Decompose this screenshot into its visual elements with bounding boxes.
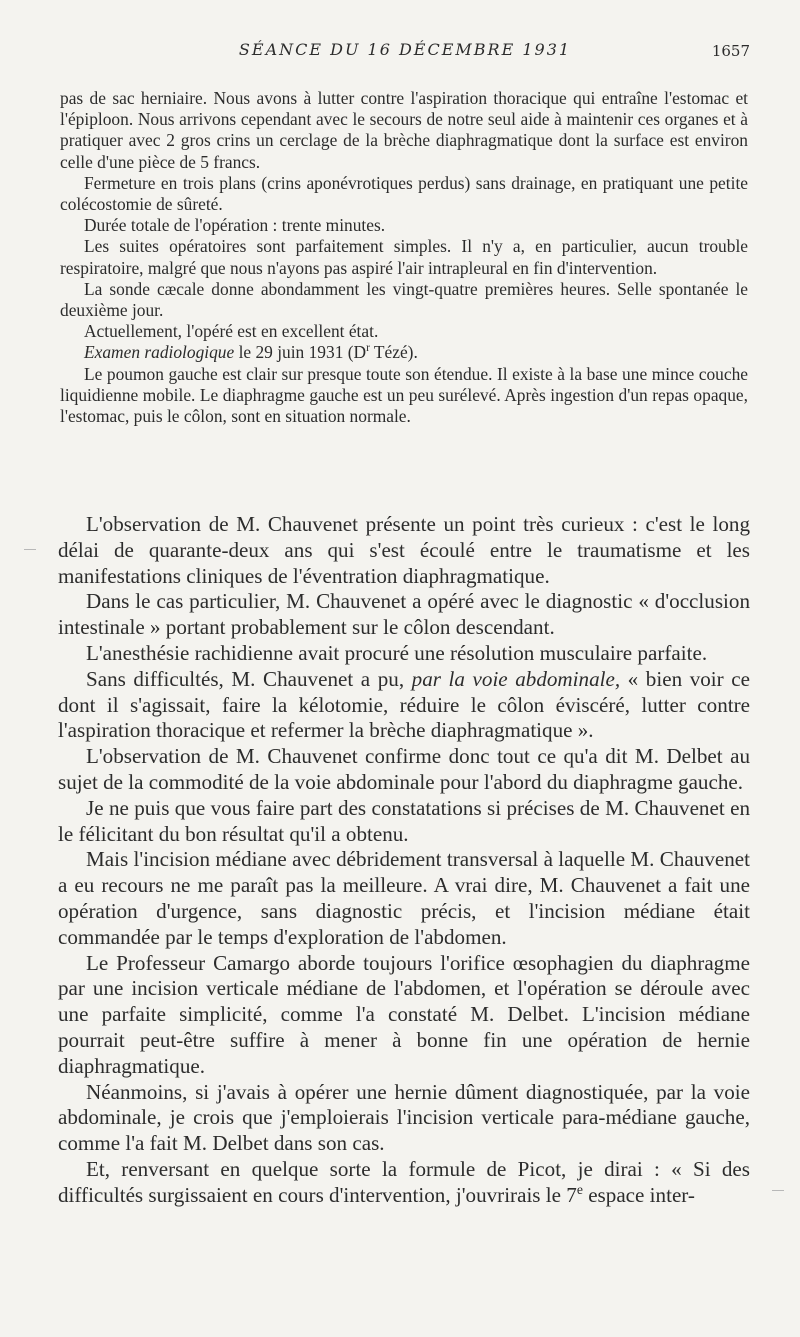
case-paragraph: Fermeture en trois plans (crins aponévrotiques perdus) sans drainage, en pratiquant une petite colécostomie de sûreté. xyxy=(60,172,748,215)
case-paragraph: Durée totale de l'opération : trente minutes. xyxy=(84,215,386,236)
margin-mark xyxy=(772,1190,784,1191)
case-paragraph: La sonde cæcale donne abondamment les vingt-quatre premières heures. Selle spontanée le deuxième jour. xyxy=(60,278,748,321)
superscript-e: e xyxy=(576,1181,583,1197)
case-paragraph: pas de sac herniaire. Nous avons à lutter contre l'aspiration thoracique qui entraîne l'estomac et l'épiploon. Nous arrivons cependant avec le secours de notre seul aide à maintenir ces organes et à pratiquer avec 2 gros crins un cerclage de la brèche diaphragmatique dont la surface est environ celle d'une pièce de 5 francs. xyxy=(60,88,748,172)
case-paragraph: Le poumon gauche est clair sur presque toute son étendue. Il existe à la base une mince couche liquidienne mobile. Le diaphragme gauche est un peu surélevé. Après ingestion d'un repas opaque, l'estomac, puis le côlon, sont en situation normale. xyxy=(60,363,748,427)
commentary-paragraph: Néanmoins, si j'avais à opérer une hernie dûment diagnostiquée, par la voie abdominale, je crois que j'emploierais l'incision verticale para-médiane gauche, comme l'a fait M. Delbet dans son cas. xyxy=(58,1079,750,1156)
radiology-heading: Examen radiologique xyxy=(84,342,235,363)
superscript-r: r xyxy=(366,342,370,355)
radiology-doctor-text: Tézé). xyxy=(369,342,418,363)
commentary-paragraph: L'observation de M. Chauvenet présente un point très curieux : c'est le long délai de quarante-deux ans qui s'est écoulé entre le traumatisme et les manifestations cliniques de l'éventration diaphragmatique. xyxy=(58,512,750,588)
route-text-a: Sans difficultés, M. Chauvenet a pu, xyxy=(86,666,412,691)
case-paragraph: Les suites opératoires sont parfaitement simples. Il n'y a, en particulier, aucun trouble respiratoire, malgré que nous n'ayons pas aspiré l'air intrapleural en fin d'intervention. xyxy=(60,236,748,278)
commentary-paragraph: Dans le cas particulier, M. Chauvenet a opéré avec le diagnostic « d'occlusion intestinale » portant probablement sur le côlon descendant. xyxy=(58,589,750,640)
commentary-paragraph-route xyxy=(58,667,750,744)
margin-mark xyxy=(24,549,36,550)
commentary-paragraph: Le Professeur Camargo aborde toujours l'orifice œsophagien du diaphragme par une incision verticale médiane de l'abdomen, et l'opération se déroule avec une parfaite simplicité, comme l'a constaté M. Delbet. L'incision médiane pourrait peut-être suffire à mener à bonne fin une opération de hernie diaphragmatique. xyxy=(58,950,750,1078)
route-text-b: « bien voir ce dont il s'agissait, faire la kélotomie, réduire le côlon éviscéré, lutter contre l'aspiration thoracique et refermer la brèche diaphragmatique ». xyxy=(58,666,750,743)
final-text-b: espace inter- xyxy=(582,1182,695,1207)
commentary-paragraph: Mais l'incision médiane avec débridement transversal à laquelle M. Chauvenet a eu recours ne me paraît pas la meilleure. A vrai dire, M. Chauvenet a fait une opération d'urgence, sans diagnostic précis, et l'incision médiane était commandée par le temps d'exploration de l'abdomen. xyxy=(58,847,750,949)
commentary-paragraph-final xyxy=(58,1157,750,1209)
commentary-paragraph: L'observation de M. Chauvenet confirme donc tout ce qu'a dit M. Delbet au sujet de la commodité de la voie abdominale pour l'abord du diaphragme gauche. xyxy=(58,744,750,794)
radiology-date-text: le 29 juin 1931 (D xyxy=(234,342,367,363)
route-italic: par la voie abdominale, xyxy=(411,666,621,691)
running-title: SÉANCE DU 16 DÉCEMBRE 1931 xyxy=(238,40,572,59)
commentary-paragraph: L'anesthésie rachidienne avait procuré une résolution musculaire parfaite. xyxy=(86,640,708,665)
case-paragraph-radiology xyxy=(60,342,748,363)
commentary-paragraph: Je ne puis que vous faire part des constatations si précises de M. Chauvenet en le félicitant du bon résultat qu'il a obtenu. xyxy=(58,795,750,846)
running-head xyxy=(60,38,750,68)
case-report-section xyxy=(60,88,748,427)
final-text-a: Et, renversant en quelque sorte la formule de Picot, je dirai : « Si des difficultés surgissaient en cours d'intervention, j'ouvrirais le 7 xyxy=(58,1156,750,1207)
page-number: 1657 xyxy=(711,42,750,60)
commentary-section xyxy=(58,512,750,1209)
case-paragraph: Actuellement, l'opéré est en excellent état. xyxy=(84,321,379,342)
